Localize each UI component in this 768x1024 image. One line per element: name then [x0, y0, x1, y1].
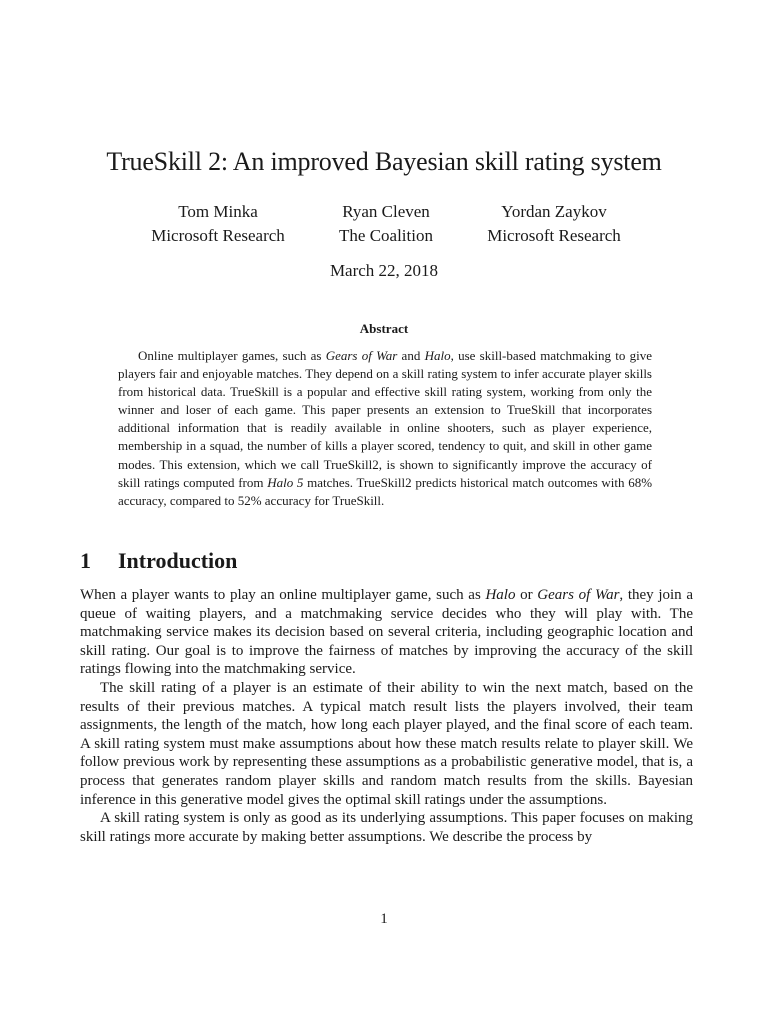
abstract-text-part: , use skill-based matchmaking to give players fair and enjoyable matches. They depend on a skill rating system to infer accurate player skills from historical data. TrueSkill is a popular and effective skill rating system, working from only the winner and loser of each game. This paper presents an extension to TrueSkill that incorporates additional information that is readily available in online shooters, such as player experience, membership in a squad, the number of kills a player scored, tendency to quit, and skill in other game modes. This extension, which we call TrueSkill2, is shown to significantly improve the accuracy of skill ratings computed from	[118, 348, 652, 490]
abstract-text-emphasis: Halo 5	[267, 474, 304, 490]
abstract-text-emphasis: Halo	[424, 348, 451, 363]
author-ryan-cleven	[296, 200, 476, 248]
page-number: 1	[380, 911, 388, 927]
author-affiliation: Microsoft Research	[487, 226, 621, 245]
introduction-body	[80, 586, 693, 846]
body-text-part: When a player wants to play an online multiplayer game, such as	[80, 587, 486, 603]
section-heading-introduction	[80, 547, 680, 575]
body-text-part: or	[515, 587, 538, 603]
abstract-text-part: Online multiplayer games, such as	[138, 348, 326, 363]
abstract-text	[118, 347, 652, 510]
abstract-text-part: matches. TrueSkill2 predicts historical match outcomes with 68% accuracy, compared to 52% accuracy for TrueSkill.	[118, 474, 653, 508]
body-text-part: , they join a queue of waiting players, and a matchmaking service decides who they will play with. The matchmaking service makes its decision based on several criteria, including geographic location and skill rating. Our goal is to improve the fairness of matches by improving the accuracy of the skill ratings flowing into the matchmaking service.	[80, 587, 693, 678]
abstract-text-emphasis: Gears of War	[325, 348, 398, 363]
author-block	[0, 200, 768, 250]
section-title: Introduction	[118, 548, 238, 573]
paper-date: March 22, 2018	[329, 261, 439, 280]
author-tom-minka	[128, 200, 308, 248]
author-name: Yordan Zaykov	[501, 202, 607, 221]
author-affiliation: Microsoft Research	[151, 226, 285, 245]
body-paragraph-1	[80, 586, 693, 679]
body-text-emphasis: Gears of War	[537, 587, 620, 603]
abstract-heading: Abstract	[359, 321, 409, 336]
author-affiliation: The Coalition	[339, 226, 433, 245]
section-number: 1	[80, 548, 91, 573]
author-name: Ryan Cleven	[342, 202, 430, 221]
paper-title: TrueSkill 2: An improved Bayesian skill rating system	[106, 147, 662, 176]
abstract-text-part: and	[397, 348, 425, 363]
body-paragraph-3: A skill rating system is only as good as its underlying assumptions. This paper focuses on making skill ratings more accurate by making better assumptions. We describe the process by	[80, 810, 693, 845]
author-name: Tom Minka	[178, 202, 258, 221]
body-text-emphasis: Halo	[485, 587, 516, 603]
body-paragraph-2: The skill rating of a player is an estimate of their ability to win the next match, based on the results of their previous matches. A typical match result lists the players involved, their team assignments, the length of the match, how long each player played, and the final score of each team. A skill rating system must make assumptions about how these match results relate to player skill. We follow previous work by representing these assumptions as a probabilistic generative model, that is, a process that generates random player skills and random match results from the skills. Bayesian inference in this generative model gives the optimal skill ratings under the assumptions.	[80, 679, 693, 808]
author-yordan-zaykov	[464, 200, 644, 248]
